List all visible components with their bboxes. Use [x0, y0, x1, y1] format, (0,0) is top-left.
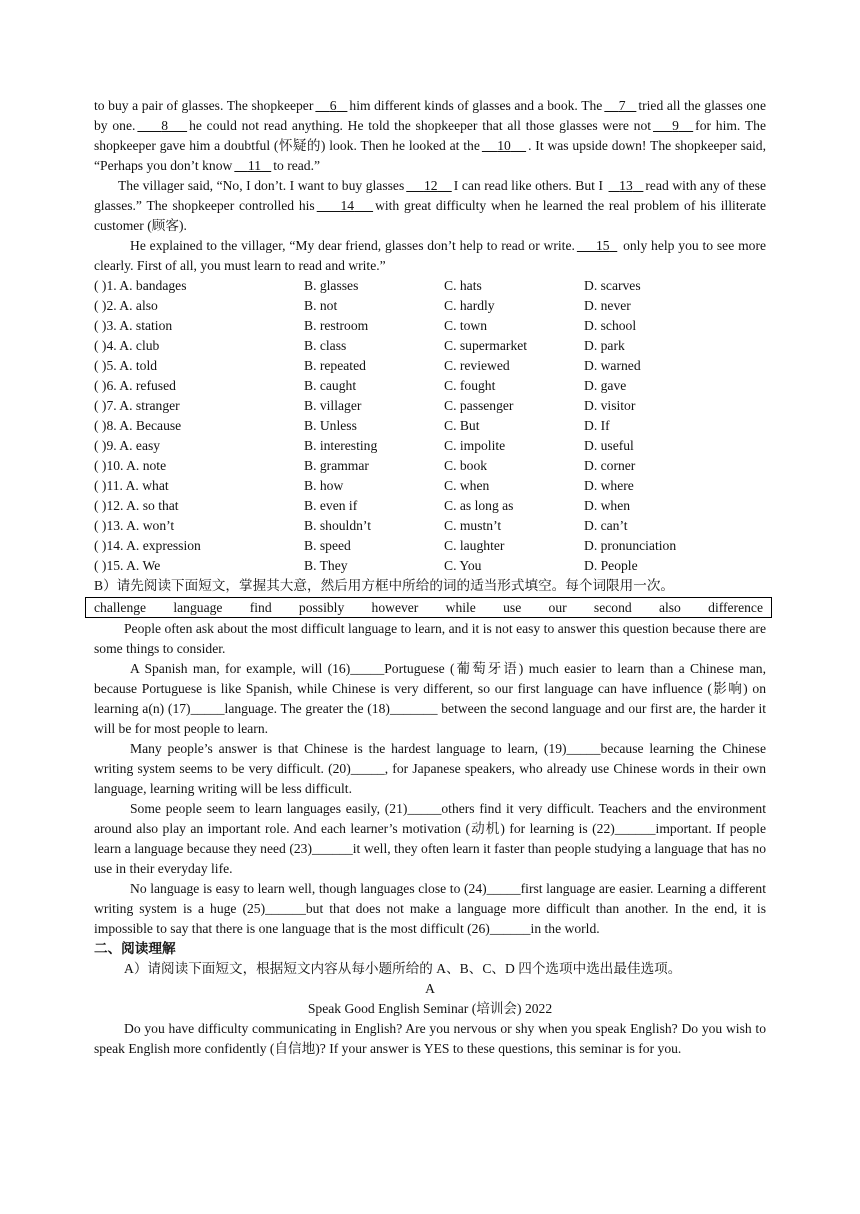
passage2-paragraph: People often ask about the most difficult language to learn, and it is not easy to answer this question because there are some things to consider.	[94, 621, 766, 656]
blank-10: 10	[497, 138, 511, 153]
word-box-item: use	[503, 600, 522, 615]
word-box-item: our	[548, 600, 567, 615]
article-title: Speak Good English Seminar (培训会) 2022	[307, 1001, 553, 1016]
passage2-paragraph: No language is easy to learn well, though languages close to (24)_____first language are easier. Learning a different writing system is a huge (25)______but that does not make a language more difficult than another. In the end, it is impossible to say that there is one language that is the most difficult (26)______in the world.	[94, 881, 766, 936]
word-box-item: possibly	[298, 600, 345, 615]
article-letter: A	[425, 981, 435, 996]
option-row: ( )8. A. Because B. Unless C. But D. If	[94, 418, 610, 433]
option-row: ( )15. A. We B. They C. You D. People	[94, 558, 638, 573]
option-row: ( )4. A. club B. class C. supermarket D. park	[94, 338, 625, 353]
section-2a-instruction: A）请阅读下面短文，根据短文内容从每小题所给的 A、B、C、D 四个选项中选出最佳选项。	[124, 961, 682, 976]
option-row: ( )7. A. stranger B. villager C. passenger D. visitor	[94, 398, 636, 413]
option-row: ( )14. A. expression B. speed C. laughter D. pronunciation	[94, 538, 677, 553]
blank-11: 11	[247, 158, 262, 173]
passage2-paragraph: Some people seem to learn languages easily, (21)_____others find it very difficult. Teachers and the environment around also play an important role. And each learner’s motivation (动机) for learning is (22)______important. If people learn a language because they need (23)______it well, they often learn it faster than people studying a language that has no use in their everyday life.	[94, 801, 766, 876]
option-row: ( )12. A. so that B. even if C. as long as D. when	[94, 498, 631, 513]
blank-13: 13	[619, 178, 633, 193]
word-box-item: however	[371, 600, 419, 615]
section-heading: 二、阅读理解	[94, 941, 176, 956]
blank-14: 14	[340, 198, 355, 213]
option-row: ( )11. A. what B. how C. when D. where	[94, 478, 634, 493]
option-row: ( )3. A. station B. restroom C. town D. school	[94, 318, 637, 333]
passage1-paragraph-2: The villager said, “No, I don’t. I want to buy glasses 12 I can read like others. But I 13 read with any of these glasses.” The shopkeeper controlled his 14 with great difficulty when he learned the real problem of his illiterate customer (顾客).	[94, 178, 767, 233]
word-box-item: find	[249, 600, 272, 615]
blank-6: 6	[329, 98, 337, 113]
option-row: ( )5. A. told B. repeated C. reviewed D. warned	[94, 358, 641, 373]
option-row: ( )9. A. easy B. interesting C. impolite D. useful	[94, 438, 634, 453]
section-b-instruction: B）请先阅读下面短文，掌握其大意，然后用方框中所给的词的适当形式填空。每个词限用一次。	[94, 578, 675, 593]
word-box-item: language	[173, 600, 223, 615]
blank-7: 7	[618, 98, 626, 113]
passage2-paragraph: A Spanish man, for example, will (16)_____Portuguese (葡萄牙语) much easier to learn than a Chinese man, because Portuguese is like Spanish, while Chinese is very different, so our first language can have influence (影响) on learning a(n) (17)_____language. The greater the (18)_______ between the second language and our first are, the harder it will be for most people to learn.	[94, 661, 766, 736]
option-row: ( )13. A. won’t B. shouldn’t C. mustn’t D. can’t	[94, 518, 628, 533]
passage1-paragraph-1: to buy a pair of glasses. The shopkeeper 6 him different kinds of glasses and a book. The 7 tried all the glasses one by one. 8 he could not read anything. He told the shopkeeper that all those glasses were not 9 for him. The shopkeeper gave him a doubtful (怀疑的) look. Then he looked at the 10 . It was upside down! The shopkeeper said, “Perhaps you don’t know 11 to read.”	[94, 98, 767, 173]
blank-15: 15	[596, 238, 610, 253]
word-box-item: while	[445, 600, 476, 615]
word-box-item: challenge	[94, 600, 147, 615]
worksheet-page	[94, 96, 766, 1059]
option-row: ( )6. A. refused B. caught C. fought D. gave	[94, 378, 627, 393]
options-list	[94, 276, 766, 576]
blank-8: 8	[161, 118, 169, 133]
word-box-item: second	[593, 600, 632, 615]
article-body: Do you have difficulty communicating in English? Are you nervous or shy when you speak English? Do you wish to speak English more confidently (自信地)? If your answer is YES to these questions, this seminar is for you.	[94, 1021, 766, 1056]
passage2-paragraph: Many people’s answer is that Chinese is the hardest language to learn, (19)_____because learning the Chinese writing system seems to be very difficult. (20)_____, for Japanese speakers, who already use Chinese words in their own language, learning writing will be less difficult.	[94, 741, 766, 796]
option-row: ( )1. A. bandages B. glasses C. hats D. scarves	[94, 278, 641, 293]
option-row: ( )2. A. also B. not C. hardly D. never	[94, 298, 631, 313]
blank-12: 12	[423, 178, 438, 193]
word-box-item: difference	[708, 600, 763, 615]
word-box	[85, 597, 772, 618]
word-box-item: also	[658, 600, 681, 615]
passage1-paragraph-3: He explained to the villager, “My dear friend, glasses don’t help to read or write. 15 only help you to see more clearly. First of all, you must learn to read and write.”	[94, 238, 766, 273]
option-row: ( )10. A. note B. grammar C. book D. corner	[94, 458, 636, 473]
blank-9: 9	[672, 118, 679, 133]
